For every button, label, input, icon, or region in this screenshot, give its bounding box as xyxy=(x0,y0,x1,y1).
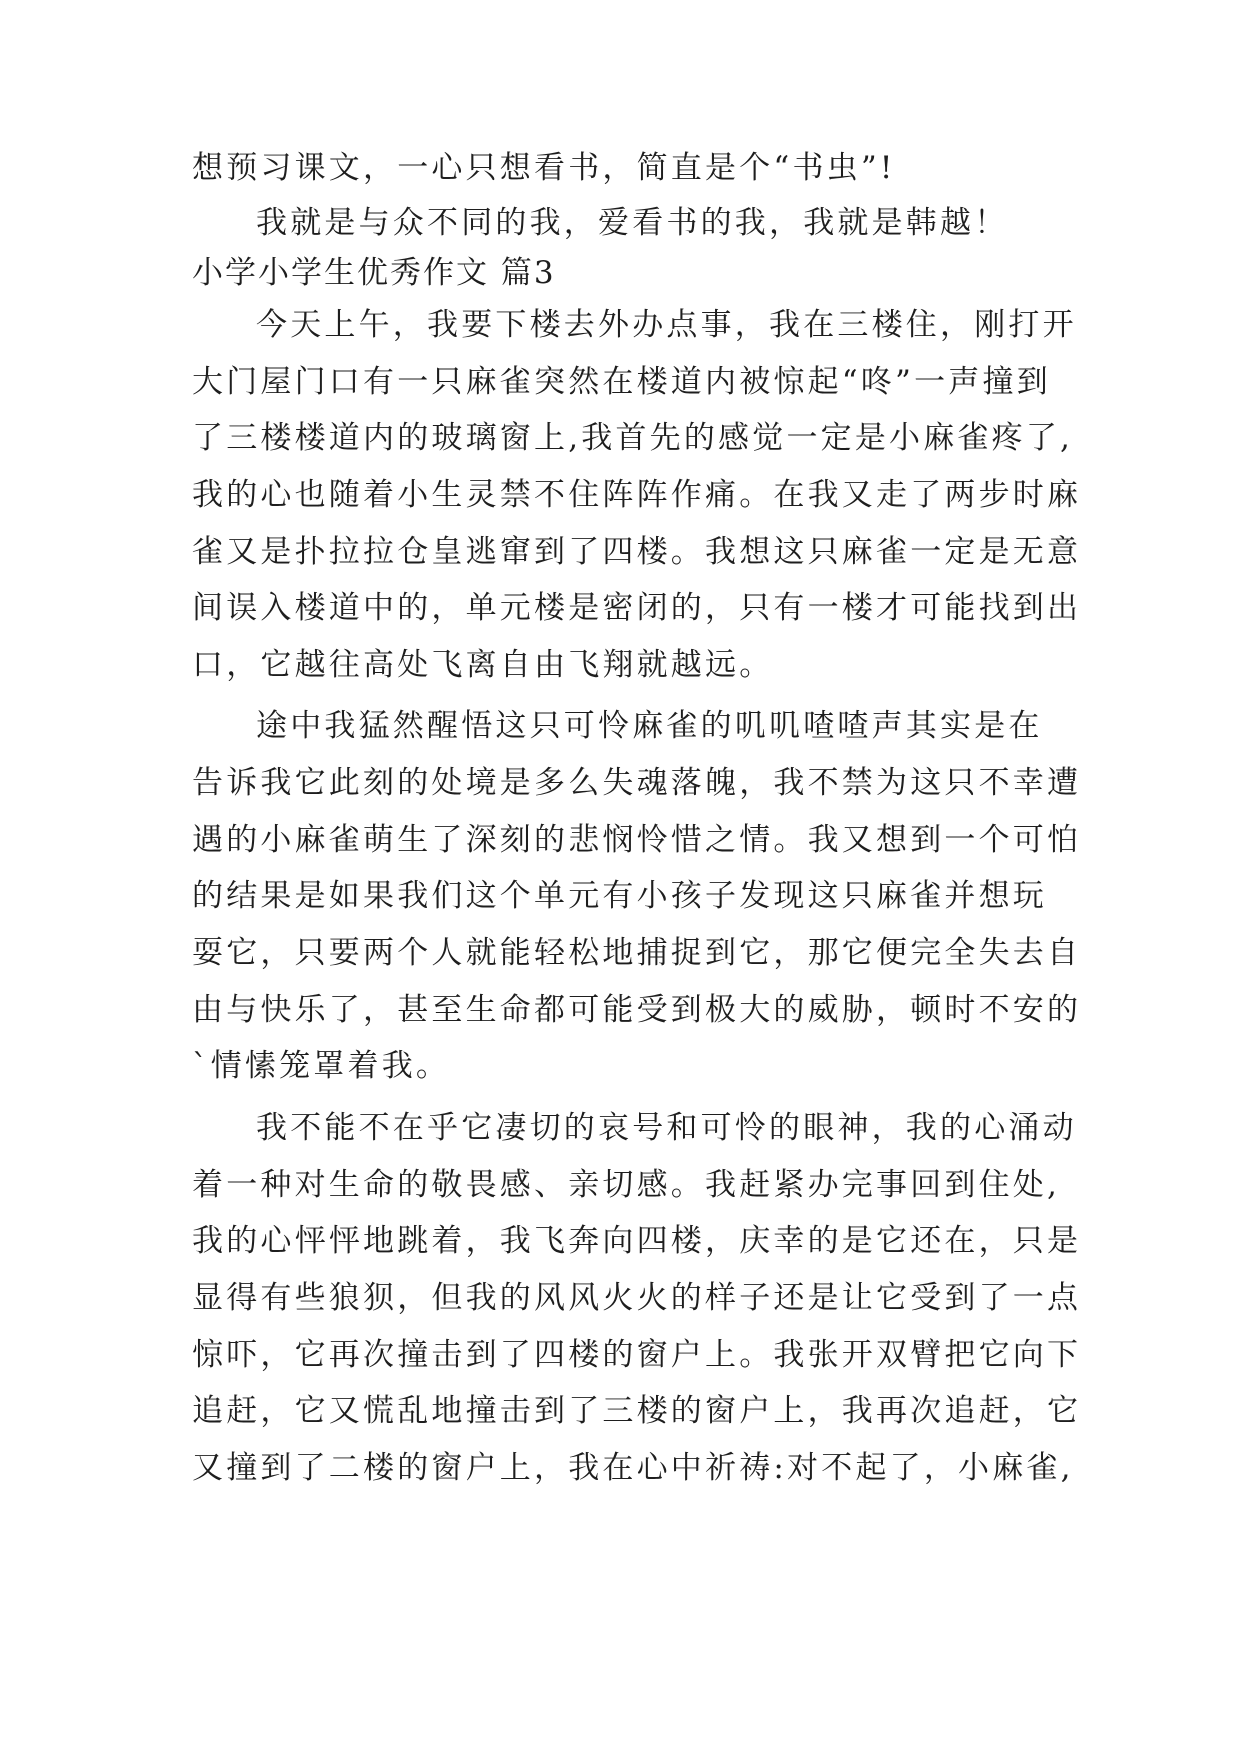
text-line: 我的心也随着小生灵禁不住阵阵作痛。在我又走了两步时麻 xyxy=(192,477,1082,513)
text-line: 耍它，只要两个人就能轻松地捕捉到它，那它便完全失去自 xyxy=(192,935,1082,971)
text-line: 显得有些狼狈，但我的风风火火的样子还是让它受到了一点 xyxy=(192,1280,1082,1316)
text-line: 告诉我它此刻的处境是多么失魂落魄，我不禁为这只不幸遭 xyxy=(192,765,1082,801)
text-line: 今天上午，我要下楼去外办点事，我在三楼住，刚打开 xyxy=(256,307,1077,343)
text-line: 大门屋门口有一只麻雀突然在楼道内被惊起“咚”一声撞到 xyxy=(192,364,1051,400)
text-line: 了三楼楼道内的玻璃窗上,我首先的感觉一定是小麻雀疼了, xyxy=(192,420,1074,456)
text-line: 途中我猛然醒悟这只可怜麻雀的叽叽喳喳声其实是在 xyxy=(256,708,1043,744)
text-line: `情愫笼罩着我。 xyxy=(192,1048,451,1084)
text-line: 想预习课文，一心只想看书，简直是个“书虫”! xyxy=(192,150,896,186)
text-line: 着一种对生命的敬畏感、亲切感。我赶紧办完事回到住处, xyxy=(192,1167,1061,1203)
text-line: 我的心怦怦地跳着，我飞奔向四楼，庆幸的是它还在，只是 xyxy=(192,1223,1082,1259)
text-line: 遇的小麻雀萌生了深刻的悲悯怜惜之情。我又想到一个可怕 xyxy=(192,822,1082,858)
text-line: 追赶，它又慌乱地撞击到了三楼的窗户上，我再次追赶，它 xyxy=(192,1393,1082,1429)
text-line: 惊吓，它再次撞击到了四楼的窗户上。我张开双臂把它向下 xyxy=(192,1337,1082,1373)
section-heading: 小学小学生优秀作文 篇3 xyxy=(192,255,556,291)
text-line: 的结果是如果我们这个单元有小孩子发现这只麻雀并想玩 xyxy=(192,878,1047,914)
text-line: 我就是与众不同的我，爱看书的我，我就是韩越！ xyxy=(256,205,1009,241)
text-line: 口，它越往高处飞离自由飞翔就越远。 xyxy=(192,647,774,683)
text-line: 雀又是扑拉拉仓皇逃窜到了四楼。我想这只麻雀一定是无意 xyxy=(192,534,1082,570)
text-line: 由与快乐了，甚至生命都可能受到极大的威胁，顿时不安的 xyxy=(192,992,1082,1028)
text-line: 间误入楼道中的，单元楼是密闭的，只有一楼才可能找到出 xyxy=(192,590,1082,626)
text-line: 又撞到了二楼的窗户上，我在心中祈祷:对不起了，小麻雀, xyxy=(192,1450,1074,1486)
text-line: 我不能不在乎它凄切的哀号和可怜的眼神，我的心涌动 xyxy=(256,1110,1077,1146)
